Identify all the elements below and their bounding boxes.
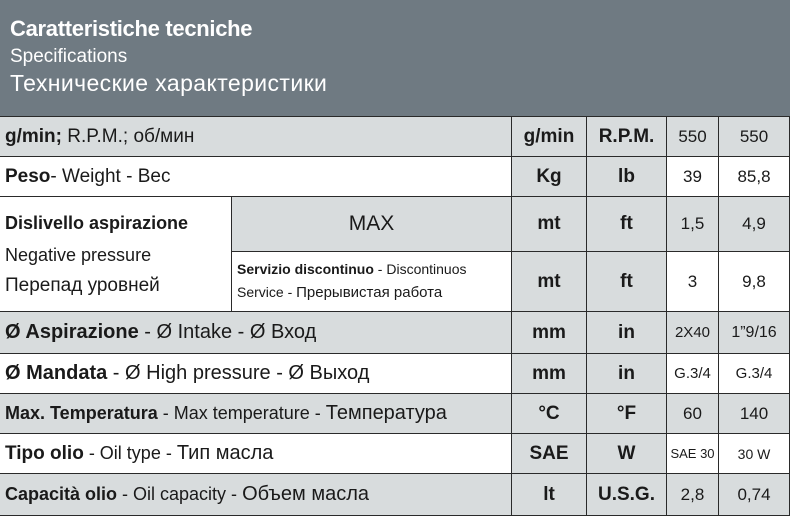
rpm-label: g/min; R.P.M.; об/мин (0, 116, 512, 157)
title-russian: Технические характеристики (10, 70, 328, 96)
temperature-value-metric: 60 (667, 394, 719, 434)
specifications-header (0, 0, 790, 116)
intake-value-imperial: 1”9/16 (719, 312, 790, 354)
oil-capacity-value-imperial: 0,74 (719, 474, 790, 516)
temperature-unit-imperial: °F (587, 394, 667, 434)
suction-max-value-imperial: 4,9 (719, 197, 790, 252)
rpm-unit-metric: g/min (512, 116, 587, 157)
weight-value-metric: 39 (667, 157, 719, 197)
rpm-unit-imperial: R.P.M. (587, 116, 667, 157)
weight-unit-imperial: lb (587, 157, 667, 197)
suction-max-label: MAX (232, 197, 512, 252)
suction-discontinuous-label: Servizio discontinuo - Discontinuos Service - Прерывистая работа (232, 252, 512, 312)
weight-label: Peso - Weight - Вес (0, 157, 512, 197)
suction-disc-value-metric: 3 (667, 252, 719, 312)
oil-type-value-imperial: 30 W (719, 434, 790, 474)
rpm-value-imperial: 550 (719, 116, 790, 157)
weight-value-imperial: 85,8 (719, 157, 790, 197)
outlet-label: Ø Mandata - Ø High pressure - Ø Выход (0, 354, 512, 394)
rpm-value-metric: 550 (667, 116, 719, 157)
suction-label: Dislivello aspirazione Negative pressure Перепад уровней (0, 197, 232, 312)
suction-max-value-metric: 1,5 (667, 197, 719, 252)
suction-max-unit-imperial: ft (587, 197, 667, 252)
intake-label: Ø Aspirazione - Ø Intake - Ø Вход (0, 312, 512, 354)
oil-capacity-unit-metric: lt (512, 474, 587, 516)
temperature-label: Max. Temperatura - Max temperature - Температура (0, 394, 512, 434)
intake-unit-metric: mm (512, 312, 587, 354)
oil-type-label: Tipo olio - Oil type - Тип масла (0, 434, 512, 474)
temperature-value-imperial: 140 (719, 394, 790, 434)
title-italian: Caratteristiche tecniche (10, 16, 253, 41)
outlet-unit-metric: mm (512, 354, 587, 394)
outlet-value-metric: G.3/4 (667, 354, 719, 394)
weight-unit-metric: Kg (512, 157, 587, 197)
oil-type-value-metric: SAE 30 (667, 434, 719, 474)
oil-capacity-value-metric: 2,8 (667, 474, 719, 516)
suction-disc-unit-metric: mt (512, 252, 587, 312)
intake-unit-imperial: in (587, 312, 667, 354)
intake-value-metric: 2X40 (667, 312, 719, 354)
outlet-value-imperial: G.3/4 (719, 354, 790, 394)
oil-capacity-label: Capacità olio - Oil capacity - Объем масла (0, 474, 512, 516)
suction-max-unit-metric: mt (512, 197, 587, 252)
temperature-unit-metric: °C (512, 394, 587, 434)
oil-type-unit-imperial: W (587, 434, 667, 474)
suction-disc-value-imperial: 9,8 (719, 252, 790, 312)
title-english: Specifications (10, 46, 128, 67)
suction-disc-unit-imperial: ft (587, 252, 667, 312)
oil-type-unit-metric: SAE (512, 434, 587, 474)
oil-capacity-unit-imperial: U.S.G. (587, 474, 667, 516)
outlet-unit-imperial: in (587, 354, 667, 394)
